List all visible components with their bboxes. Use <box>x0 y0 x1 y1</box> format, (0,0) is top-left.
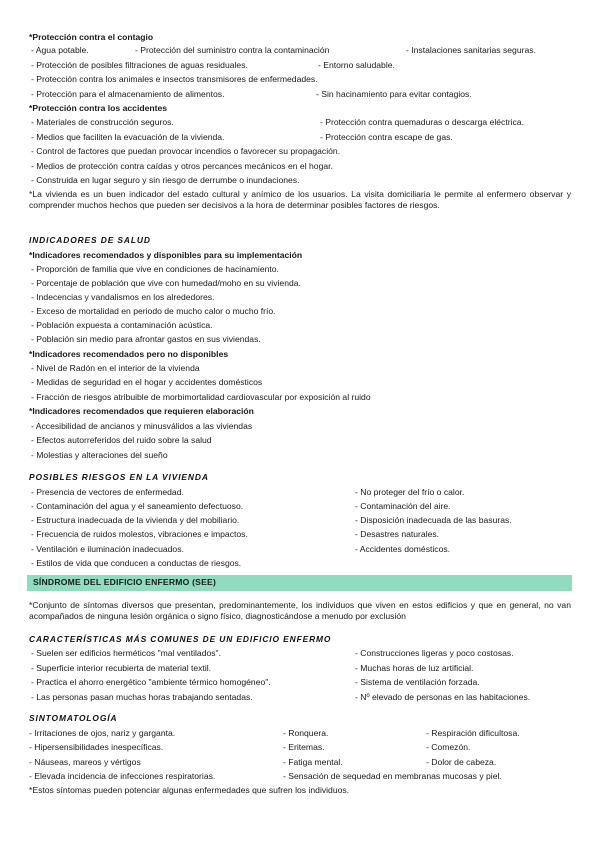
list-item: - Disposición inadecuada de las basuras. <box>355 515 512 525</box>
list-item: - Irritaciones de ojos, nariz y garganta. <box>29 728 176 738</box>
list-item: - Fracción de riesgos atribuible de morbimortalidad cardiovascular por exposición al ruido <box>31 392 371 402</box>
list-item: - Protección contra escape de gas. <box>320 132 453 142</box>
elaboracion-title: *Indicadores recomendados que requieren elaboración <box>29 406 254 416</box>
list-item: - Nº elevado de personas en las habitaciones. <box>355 692 531 702</box>
list-item: - Efectos autorreferidos del ruido sobre la salud <box>31 435 212 445</box>
sindrome-band <box>27 575 572 591</box>
list-item: - Entorno saludable. <box>318 60 395 70</box>
list-item: - Las personas pasan muchas horas trabajando sentadas. <box>31 692 253 702</box>
no-disponibles-title: *Indicadores recomendados pero no disponibles <box>29 349 229 359</box>
list-item: - Suelen ser edificios herméticos "mal ventilados". <box>31 648 221 658</box>
list-item: - Control de factores que puedan provocar incendios o favorecer su propagación. <box>31 146 341 156</box>
list-item: - Molestias y alteraciones del sueño <box>31 450 168 460</box>
sintomatologia-heading: SINTOMATOLOGÍA <box>29 713 118 723</box>
list-item: - Presencia de vectores de enfermedad. <box>31 487 184 497</box>
list-item: - Frecuencia de ruidos molestos, vibraciones e impactos. <box>31 529 248 539</box>
list-item: - Población sin medio para afrontar gastos en sus viviendas. <box>31 334 261 344</box>
list-item: - Comezón. <box>426 742 471 752</box>
list-item: - Materiales de construcción seguros. <box>31 117 174 127</box>
list-item: - Protección contra los animales e insectos transmisores de enfermedades. <box>31 74 318 84</box>
sindrome-title: SÍNDROME DEL EDIFICIO ENFERMO (SEE) <box>33 577 217 587</box>
list-item: - Fatiga mental. <box>283 757 343 767</box>
disponibles-title: *Indicadores recomendados y disponibles para su implementación <box>29 250 303 260</box>
caracteristicas-heading: CARACTERÍSTICAS MÁS COMUNES DE UN EDIFICIO ENFERMO <box>29 634 332 644</box>
list-item: - Hipersensibilidades inespecíficas. <box>29 742 164 752</box>
list-item: - Superficie interior recubierta de material textil. <box>31 663 212 673</box>
list-item: - Porcentaje de población que vive con humedad/moho en su vivienda. <box>31 278 301 288</box>
sintomas-footer-note: *Estos síntomas pueden potenciar algunas enfermedades que sufren los individuos. <box>29 785 350 795</box>
list-item: - Elevada incidencia de infecciones respiratorias. <box>29 771 216 781</box>
list-item: - Contaminación del aire. <box>355 501 451 511</box>
list-item: - Proporción de familia que vive en condiciones de hacinamiento. <box>31 264 279 274</box>
list-item: - Exceso de mortalidad en periodo de mucho calor o mucho frío. <box>31 306 276 316</box>
list-item: - Muchas horas de luz artificial. <box>355 663 474 673</box>
list-item: - Medios de protección contra caídas y otros percances mecánicos en el hogar. <box>31 161 333 171</box>
list-item: - Población expuesta a contaminación acústica. <box>31 320 213 330</box>
list-item: - Indecencias y vandalismos en los alrededores. <box>31 292 215 302</box>
list-item: - Nivel de Radón en el interior de la vivienda <box>31 363 200 373</box>
list-item: - Ronquera. <box>283 728 329 738</box>
list-item: - Medidas de seguridad en el hogar y accidentes domésticos <box>31 377 263 387</box>
list-item: - Accesibilidad de ancianos y minusválidos a las viviendas <box>31 421 253 431</box>
list-item: - Sensación de sequedad en membranas mucosas y piel. <box>283 771 502 781</box>
list-item: - Medios que faciliten la evacuación de la vivienda. <box>31 132 225 142</box>
list-item: - Sistema de ventilación forzada. <box>355 677 480 687</box>
list-item: - Construcciones ligeras y poco costosas. <box>355 648 514 658</box>
accidentes-title: *Protección contra los accidentes <box>29 103 168 113</box>
list-item: - Contaminación del agua y el saneamiento defectuoso. <box>31 501 244 511</box>
list-item: - Accidentes domésticos. <box>355 544 451 554</box>
list-item: - Construida en lugar seguro y sin riesgo de derrumbe o inundaciones. <box>31 175 300 185</box>
list-item: - Sin hacinamiento para evitar contagios. <box>316 89 472 99</box>
indicadores-heading: INDICADORES DE SALUD <box>29 235 151 245</box>
list-item: - Protección del suministro contra la contaminación <box>135 45 330 55</box>
accidentes-note: *La vivienda es un buen indicador del estado cultural y anímico de los usuarios. La visita domiciliaria le permite al enfermero observar y comprender muchos hechos que pueden ser decisivos a la hora de determinar posibles factores de riesgos. <box>29 189 571 210</box>
list-item: - Protección contra quemaduras o descarga eléctrica. <box>320 117 524 127</box>
list-item: - Desastres naturales. <box>355 529 440 539</box>
list-item: - Protección de posibles filtraciones de aguas residuales. <box>31 60 248 70</box>
list-item: - Dolor de cabeza. <box>426 757 497 767</box>
list-item: - Practica el ahorro energético "ambiente térmico homogéneo". <box>31 677 271 687</box>
list-item: - Agua potable. <box>31 45 89 55</box>
list-item: - Instalaciones sanitarias seguras. <box>406 45 536 55</box>
riesgos-heading: POSIBLES RIESGOS EN LA VIVIENDA <box>29 472 209 482</box>
contagio-title: *Protección contra el contagio <box>29 32 154 42</box>
list-item: - No proteger del frío o calor. <box>355 487 465 497</box>
list-item: - Estilos de vida que conducen a conductas de riesgos. <box>31 558 242 568</box>
list-item: - Eritemas. <box>283 742 325 752</box>
list-item: - Ventilación e iluminación inadecuados. <box>31 544 184 554</box>
list-item: - Estructura inadecuada de la vivienda y del mobiliario. <box>31 515 240 525</box>
sindrome-definition: *Conjunto de síntomas diversos que presentan, predominantemente, los individuos que viven en estos edificios y que en general, no van acompañados de ninguna lesión orgánica o signo físico, diagnosticándose a menudo por exclusión <box>29 600 571 621</box>
list-item: - Protección para el almacenamiento de alimentos. <box>31 89 225 99</box>
list-item: - Respiración dificultosa. <box>426 728 520 738</box>
list-item: - Náuseas, mareos y vértigos <box>29 757 141 767</box>
